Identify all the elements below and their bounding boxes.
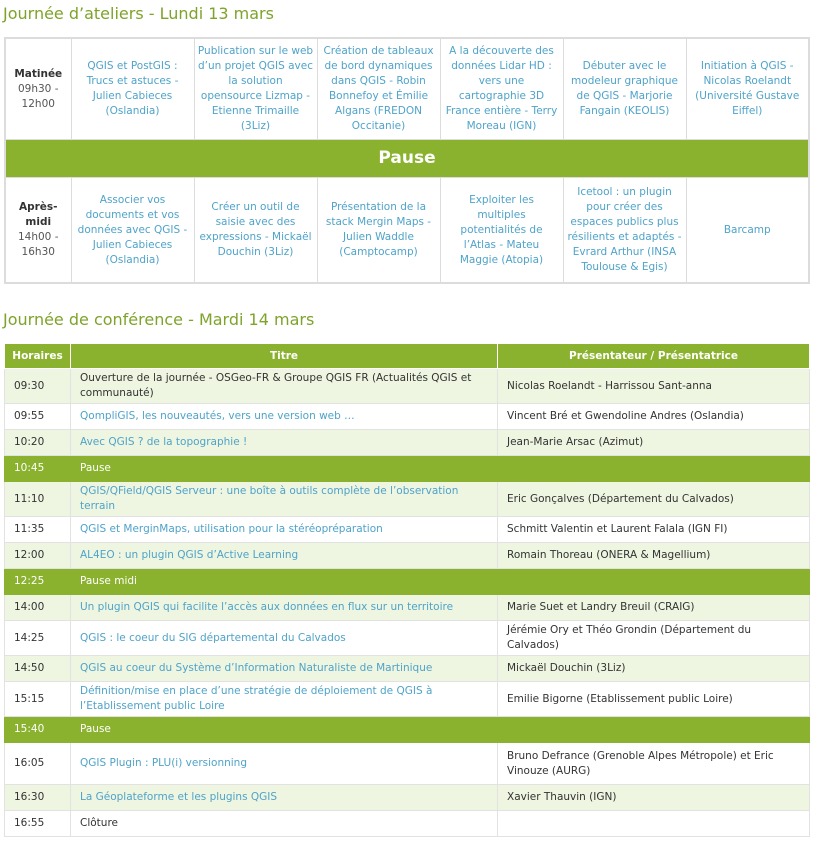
row-title: Pause [71, 456, 498, 482]
row-presenter [498, 569, 810, 595]
table-row [5, 482, 810, 517]
row-presenter: Bruno Defrance (Grenoble Alpes Métropole) et Eric Vinouze (AURG) [498, 743, 810, 785]
row-time: 14:50 [5, 656, 71, 682]
afternoon-period [5, 178, 71, 284]
afternoon-row [5, 178, 809, 284]
row-presenter: Jérémie Ory et Théo Grondin (Département du Calvados) [498, 621, 810, 656]
afternoon-session[interactable]: Icetool : un plugin pour créer des espaces publics plus résilients et adaptés - Evrard Arthur (INSA Toulouse & Egis) [563, 178, 686, 284]
row-time: 11:10 [5, 482, 71, 517]
pause-label: Pause [5, 140, 809, 178]
table-row [5, 517, 810, 543]
conference-heading: Journée de conférence - Mardi 14 mars [3, 310, 315, 329]
workshops-table [4, 37, 810, 284]
row-title: Pause midi [71, 569, 498, 595]
row-time: 14:25 [5, 621, 71, 656]
morning-session[interactable]: A la découverte des données Lidar HD : vers une cartographie 3D France entière - Terry Moreau (IGN) [440, 38, 563, 140]
row-time: 10:45 [5, 456, 71, 482]
afternoon-session[interactable]: Exploiter les multiples potentialités de l’Atlas - Mateu Maggie (Atopia) [440, 178, 563, 284]
conference-body [5, 369, 810, 837]
afternoon-session[interactable]: Associer vos documents et vos données avec QGIS - Julien Cabieces (Oslandia) [71, 178, 194, 284]
talk-title-link[interactable]: QGIS : le coeur du SIG départemental du Calvados [71, 621, 498, 656]
table-row [5, 595, 810, 621]
morning-row [5, 38, 809, 140]
talk-title-link[interactable]: Avec QGIS ? de la topographie ! [71, 430, 498, 456]
row-presenter: Vincent Bré et Gwendoline Andres (Oslandia) [498, 404, 810, 430]
row-time: 12:25 [5, 569, 71, 595]
row-presenter: Nicolas Roelandt - Harrissou Sant-anna [498, 369, 810, 404]
row-time: 16:30 [5, 785, 71, 811]
row-time: 12:00 [5, 543, 71, 569]
table-row [5, 430, 810, 456]
row-presenter [498, 811, 810, 837]
talk-title-link[interactable]: La Géoplateforme et les plugins QGIS [71, 785, 498, 811]
morning-session[interactable]: QGIS et PostGIS : Trucs et astuces - Julien Cabieces (Oslandia) [71, 38, 194, 140]
talk-title-link[interactable]: QompliGIS, les nouveautés, vers une version web … [71, 404, 498, 430]
talk-title-link[interactable]: QGIS au coeur du Système d’Information Naturaliste de Martinique [71, 656, 498, 682]
afternoon-session[interactable]: Barcamp [686, 178, 809, 284]
table-row [5, 682, 810, 717]
row-presenter [498, 456, 810, 482]
table-row [5, 743, 810, 785]
talk-title-link[interactable]: Un plugin QGIS qui facilite l’accès aux données en flux sur un territoire [71, 595, 498, 621]
table-row [5, 811, 810, 837]
row-time: 15:15 [5, 682, 71, 717]
table-row [5, 785, 810, 811]
pause-row [5, 140, 809, 178]
talk-title-link[interactable]: QGIS Plugin : PLU(i) versionning [71, 743, 498, 785]
row-presenter: Xavier Thauvin (IGN) [498, 785, 810, 811]
row-presenter: Romain Thoreau (ONERA & Magellium) [498, 543, 810, 569]
afternoon-time: 14h00 - 16h30 [17, 231, 59, 258]
afternoon-session[interactable]: Créer un outil de saisie avec des expressions - Mickaël Douchin (3Liz) [194, 178, 317, 284]
row-time: 09:30 [5, 369, 71, 404]
talk-title-link[interactable]: QGIS et MerginMaps, utilisation pour la stéréopréparation [71, 517, 498, 543]
row-presenter: Marie Suet et Landry Breuil (CRAIG) [498, 595, 810, 621]
header-title: Titre [71, 344, 498, 369]
afternoon-label: Après-midi [18, 201, 58, 228]
header-time: Horaires [5, 344, 71, 369]
morning-session[interactable]: Débuter avec le modeleur graphique de QGIS - Marjorie Fangain (KEOLIS) [563, 38, 686, 140]
workshops-heading: Journée d’ateliers - Lundi 13 mars [3, 4, 274, 23]
break-row [5, 569, 810, 595]
break-row [5, 456, 810, 482]
morning-time: 09h30 - 12h00 [17, 82, 59, 110]
morning-session[interactable]: Publication sur le web d’un projet QGIS avec la solution opensource Lizmap - Etienne Trimaille (3Liz) [194, 38, 317, 140]
row-presenter: Emilie Bigorne (Etablissement public Loire) [498, 682, 810, 717]
talk-title-link[interactable]: QGIS/QField/QGIS Serveur : une boîte à outils complète de l’observation terrain [71, 482, 498, 517]
row-presenter [498, 717, 810, 743]
row-title: Clôture [71, 811, 498, 837]
row-time: 11:35 [5, 517, 71, 543]
row-time: 09:55 [5, 404, 71, 430]
row-presenter: Jean-Marie Arsac (Azimut) [498, 430, 810, 456]
row-time: 15:40 [5, 717, 71, 743]
row-time: 14:00 [5, 595, 71, 621]
morning-session[interactable]: Initiation à QGIS - Nicolas Roelandt (Université Gustave Eiffel) [686, 38, 809, 140]
morning-period [5, 38, 71, 140]
row-presenter: Schmitt Valentin et Laurent Falala (IGN FI) [498, 517, 810, 543]
afternoon-session[interactable]: Présentation de la stack Mergin Maps - Julien Waddle (Camptocamp) [317, 178, 440, 284]
conference-header-row [5, 344, 810, 369]
row-presenter: Mickaël Douchin (3Liz) [498, 656, 810, 682]
row-title: Pause [71, 717, 498, 743]
break-row [5, 717, 810, 743]
row-title: Ouverture de la journée - OSGeo-FR & Groupe QGIS FR (Actualités QGIS et communauté) [71, 369, 498, 404]
morning-label: Matinée [14, 67, 63, 80]
talk-title-link[interactable]: AL4EO : un plugin QGIS d’Active Learning [71, 543, 498, 569]
table-row [5, 621, 810, 656]
talk-title-link[interactable]: Définition/mise en place d’une stratégie de déploiement de QGIS à l’Etablissement public Loire [71, 682, 498, 717]
table-row [5, 543, 810, 569]
table-row [5, 656, 810, 682]
table-row [5, 404, 810, 430]
row-time: 10:20 [5, 430, 71, 456]
header-presenter: Présentateur / Présentatrice [498, 344, 810, 369]
row-presenter: Eric Gonçalves (Département du Calvados) [498, 482, 810, 517]
row-time: 16:05 [5, 743, 71, 785]
morning-session[interactable]: Création de tableaux de bord dynamiques dans QGIS - Robin Bonnefoy et Émilie Algans (FREDON Occitanie) [317, 38, 440, 140]
conference-table [4, 343, 810, 837]
table-row [5, 369, 810, 404]
row-time: 16:55 [5, 811, 71, 837]
